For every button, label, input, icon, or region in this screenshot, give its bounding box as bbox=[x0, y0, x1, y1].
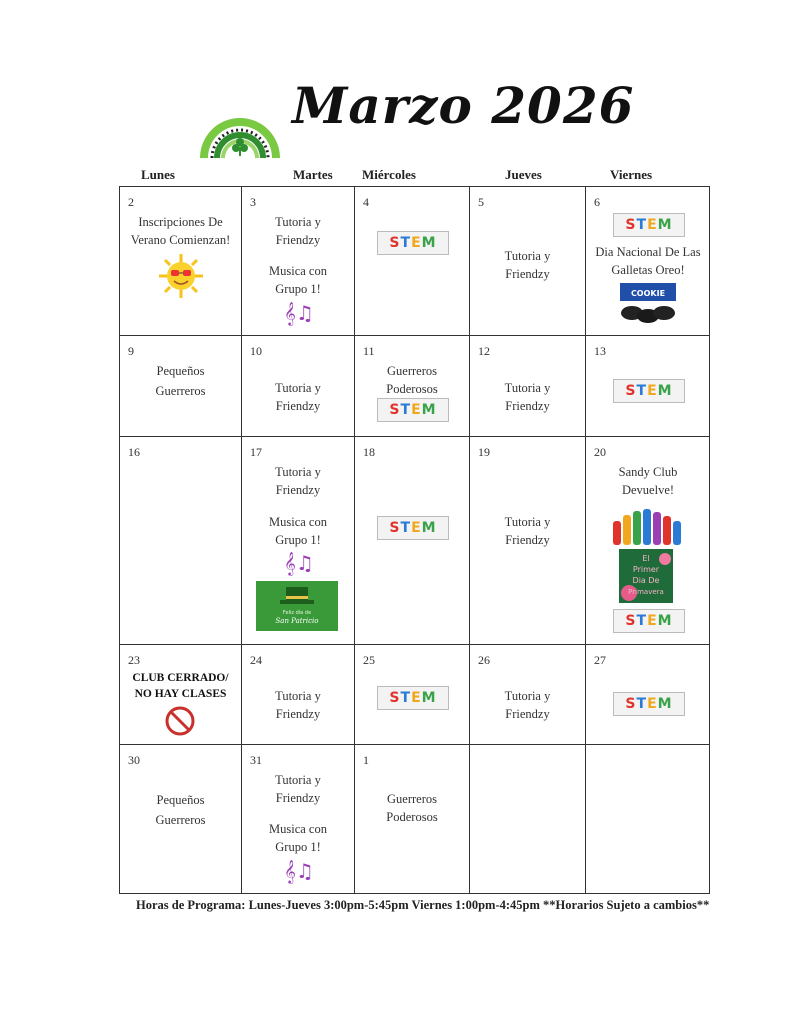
day-number: 9 bbox=[128, 344, 134, 358]
first-day-of-spring-card bbox=[619, 549, 673, 603]
event-text: Inscripciones De Verano Comienzan! bbox=[130, 215, 231, 247]
day-cell-12 bbox=[470, 336, 586, 437]
day-cell-2 bbox=[120, 187, 242, 336]
day-cell-11 bbox=[355, 336, 470, 437]
event-text: Sandy Club Devuelve! bbox=[618, 465, 678, 497]
day-number: 16 bbox=[128, 445, 140, 459]
day-cell-31 bbox=[242, 745, 355, 893]
day-number: 5 bbox=[478, 195, 484, 209]
closed-notice: CLUB CERRADO/ NO HAY CLASES bbox=[132, 672, 229, 700]
music-notes-icon: 𝄞♫ bbox=[284, 859, 314, 883]
stem-logo: S T E M bbox=[613, 213, 685, 237]
event-text: Tutoria y Friendzy bbox=[275, 689, 321, 721]
event-text: Tutoria y Friendzy bbox=[504, 515, 551, 547]
event-text: Guerreros Poderosos bbox=[386, 364, 438, 396]
raised-hands-icon bbox=[611, 509, 683, 547]
day-cell-27 bbox=[586, 645, 710, 745]
day-thursday: Jueves bbox=[505, 167, 542, 182]
event-text: Dia Nacional De Las Galletas Oreo! bbox=[595, 245, 701, 277]
music-event-text: Musica con Grupo 1! bbox=[269, 515, 327, 547]
day-cell-5 bbox=[470, 187, 586, 336]
event-text: Tutoria y Friendzy bbox=[275, 381, 321, 413]
event-text: Tutoria y Friendzy bbox=[504, 689, 551, 721]
day-number: 26 bbox=[478, 653, 490, 667]
day-cell-4 bbox=[355, 187, 470, 336]
st-patricks-card bbox=[256, 581, 338, 631]
calendar-grid bbox=[119, 186, 710, 894]
stem-logo: S T E M bbox=[377, 398, 449, 422]
day-number: 24 bbox=[250, 653, 262, 667]
stem-logo: S T E M bbox=[377, 686, 449, 710]
music-notes-icon: 𝄞♫ bbox=[284, 301, 314, 325]
day-number: 19 bbox=[478, 445, 490, 459]
day-cell-empty bbox=[586, 745, 710, 893]
prohibited-icon bbox=[164, 705, 196, 737]
event-text: Tutoria y Friendzy bbox=[275, 773, 321, 805]
day-cell-24 bbox=[242, 645, 355, 745]
day-number: 1 bbox=[363, 753, 369, 767]
day-cell-17 bbox=[242, 437, 355, 645]
program-hours-footer: Horas de Programa: Lunes-Jueves 3:00pm-5:45pm Viernes 1:00pm-4:45pm **Horarios Sujeto a cambios** bbox=[136, 898, 710, 912]
svg-text:Primer: Primer bbox=[632, 565, 660, 574]
stem-logo: S T E M bbox=[377, 516, 449, 540]
day-cell-25 bbox=[355, 645, 470, 745]
day-number: 31 bbox=[250, 753, 262, 767]
svg-text:Primavera: Primavera bbox=[628, 588, 664, 596]
day-cell-23 bbox=[120, 645, 242, 745]
oreo-cookies-icon bbox=[618, 283, 678, 325]
stem-logo: S T E M bbox=[377, 231, 449, 255]
day-number: 23 bbox=[128, 653, 140, 667]
music-event-text: Musica con Grupo 1! bbox=[269, 264, 327, 296]
day-number: 13 bbox=[594, 344, 606, 358]
day-cell-1 bbox=[355, 745, 470, 893]
music-event-text: Musica con Grupo 1! bbox=[269, 822, 327, 854]
day-cell-10 bbox=[242, 336, 355, 437]
day-wednesday: Miércoles bbox=[362, 167, 416, 182]
day-cell-18 bbox=[355, 437, 470, 645]
day-number: 20 bbox=[594, 445, 606, 459]
day-number: 2 bbox=[128, 195, 134, 209]
stem-logo: S T E M bbox=[613, 692, 685, 716]
day-number: 27 bbox=[594, 653, 606, 667]
day-cell-6 bbox=[586, 187, 710, 336]
day-tuesday: Martes bbox=[293, 167, 333, 182]
svg-text:Dia De: Dia De bbox=[632, 576, 660, 585]
event-text: Tutoria y Friendzy bbox=[275, 465, 321, 497]
svg-text:Feliz día de: Feliz día de bbox=[282, 610, 312, 616]
event-text: Tutoria y Friendzy bbox=[504, 249, 551, 281]
weekday-header bbox=[119, 167, 710, 185]
day-number: 4 bbox=[363, 195, 369, 209]
day-cell-3 bbox=[242, 187, 355, 336]
day-cell-30 bbox=[120, 745, 242, 893]
day-cell-20 bbox=[586, 437, 710, 645]
event-text: Pequeños Guerreros bbox=[155, 364, 206, 398]
svg-text:San Patricio: San Patricio bbox=[275, 617, 319, 625]
day-number: 25 bbox=[363, 653, 375, 667]
day-cell-16 bbox=[120, 437, 242, 645]
svg-text:El: El bbox=[642, 554, 650, 563]
day-cell-26 bbox=[470, 645, 586, 745]
day-number: 11 bbox=[363, 344, 375, 358]
page-title: Marzo 2026 bbox=[292, 76, 635, 135]
day-number: 3 bbox=[250, 195, 256, 209]
day-number: 6 bbox=[594, 195, 600, 209]
event-text: Tutoria y Friendzy bbox=[504, 381, 551, 413]
day-number: 18 bbox=[363, 445, 375, 459]
event-text: Guerreros Poderosos bbox=[386, 792, 438, 824]
stem-logo: S T E M bbox=[613, 379, 685, 403]
event-text: Pequeños Guerreros bbox=[155, 793, 206, 827]
rainbow-clover-icon bbox=[200, 98, 280, 160]
day-cell-13 bbox=[586, 336, 710, 437]
day-cell-empty bbox=[470, 745, 586, 893]
day-number: 12 bbox=[478, 344, 490, 358]
day-monday: Lunes bbox=[141, 167, 175, 182]
svg-text:COOKIE: COOKIE bbox=[630, 289, 666, 298]
day-number: 17 bbox=[250, 445, 262, 459]
day-cell-9 bbox=[120, 336, 242, 437]
day-cell-19 bbox=[470, 437, 586, 645]
day-number: 30 bbox=[128, 753, 140, 767]
day-number: 10 bbox=[250, 344, 262, 358]
event-text: Tutoria y Friendzy bbox=[275, 215, 321, 247]
sun-icon bbox=[158, 253, 204, 299]
stem-logo: S T E M bbox=[613, 609, 685, 633]
music-notes-icon: 𝄞♫ bbox=[284, 551, 314, 575]
day-friday: Viernes bbox=[610, 167, 653, 182]
